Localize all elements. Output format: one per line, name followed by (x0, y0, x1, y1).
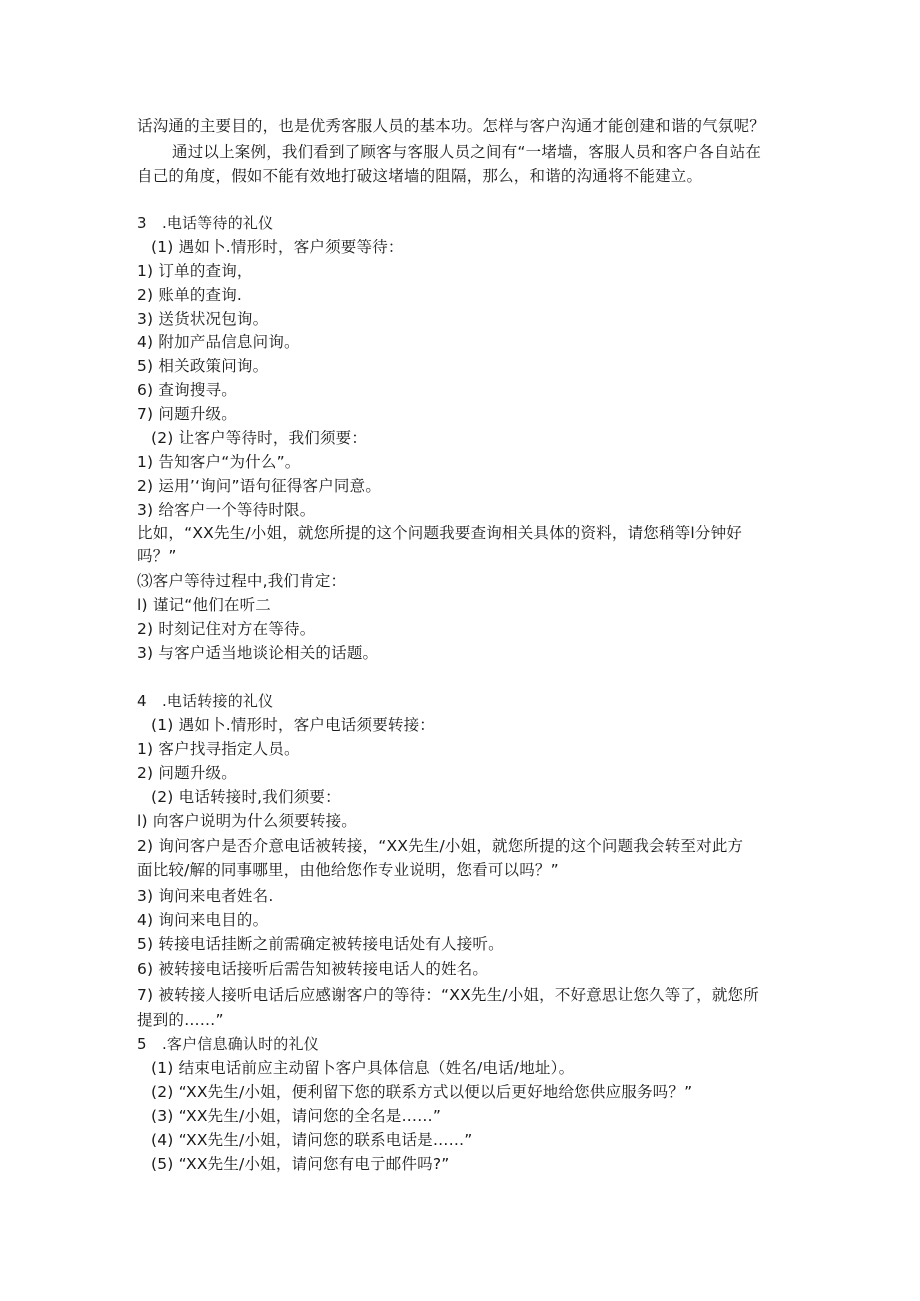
intro-line-2: 通过以上案例，我们看到了顾客与客服人员之间有“一堵墙，客服人员和客户各自站在 (172, 143, 762, 161)
section-3-sub-3: ⑶客户等待过程中,我们肯定： (137, 572, 347, 590)
list-item: 1) 订单的查询， (137, 262, 253, 280)
list-item: l) 谨记“他们在听二 (137, 596, 272, 614)
example-line-1: 比如，“XX先生/小姐，就您所提的这个问题我要查询相关具体的资料，请您稍等l分钟好 (137, 524, 742, 542)
list-item: 1) 告知客户“为什么”。 (137, 453, 301, 471)
section-5-heading: 5 .客户信息确认时的礼仪 (137, 1035, 319, 1053)
list-item: (3) “XX先生/小姐，请问您的全名是……” (151, 1107, 442, 1125)
section-3-heading: 3 .电话等待的礼仪 (137, 214, 274, 232)
list-item: (1) 结束电话前应主动留卜客户具体信息（姓名/电话/地址）。 (151, 1059, 575, 1077)
list-item: 5) 相关政策问询。 (137, 357, 269, 375)
list-item: 2) 运用’‘询问”语句征得客户同意。 (137, 477, 382, 495)
list-item: 7) 被转接人接听电话后应感谢客户的等待：“XX先生/小姐，不好意思让您久等了，就您所 (137, 986, 759, 1004)
list-item: 6) 被转接电话接听后需告知被转接电话人的姓名。 (137, 960, 489, 978)
list-item: 7) 问题升级。 (137, 405, 237, 423)
list-item: 3) 询问来电者姓名. (137, 887, 274, 905)
intro-line-3: 自己的角度，假如不能有效地打破这堵墙的阻隔，那么，和谐的沟通将不能建立。 (137, 167, 703, 185)
list-item: (4) “XX先生/小姐，请问您的联系电话是……” (151, 1131, 473, 1149)
list-item: 4) 附加产品信息问询。 (137, 333, 300, 351)
section-3-sub-1: (1) 遇如卜.情形时，客户须要等待： (151, 238, 404, 256)
list-item: 3) 给客户一个等待时限。 (137, 501, 316, 519)
list-item: 5) 转接电话挂断之前需确定被转接电话处有人接听。 (137, 935, 504, 953)
list-item: 2) 时刻记住对方在等待。 (137, 620, 316, 638)
section-3-sub-2: (2) 让客户等待时，我们须要： (151, 429, 368, 447)
list-item-continuation: 提到的……” (137, 1011, 224, 1029)
list-item: 2) 账单的查询. (137, 286, 243, 304)
example-line-2: 吗？” (137, 547, 177, 565)
list-item: 2) 询问客户是否介意电话被转接，“XX先生/小姐，就您所提的这个问题我会转至对此方 (137, 837, 744, 855)
intro-line-1: 话沟通的主要目的，也是优秀客服人员的基本功。怎样与客户沟通才能创建和谐的气氛呢？ (137, 117, 766, 135)
list-item: 6) 查询搜寻。 (137, 381, 237, 399)
list-item: l) 向客户说明为什么须要转接。 (137, 812, 357, 830)
list-item-continuation: 面比较/解的同事哪里，由他给您作专业说明，您看可以吗？” (137, 861, 559, 879)
list-item: 2) 问题升级。 (137, 764, 237, 782)
section-4-heading: 4 .电话转接的礼仪 (137, 692, 274, 710)
list-item: 3) 与客户适当地谈论相关的话题。 (137, 644, 379, 662)
list-item: 1) 客户找寻指定人员。 (137, 740, 300, 758)
list-item: 3) 送货状况包询。 (137, 310, 269, 328)
list-item: (2) “XX先生/小姐，便利留下您的联系方式以便以后更好地给您供应服务吗？” (151, 1083, 693, 1101)
list-item: 4) 询问来电目的。 (137, 911, 269, 929)
list-item: (5) “XX先生/小姐，请问您有电亍邮件吗?” (151, 1155, 450, 1173)
section-4-sub-2: (2) 电话转接时,我们须要： (151, 788, 341, 806)
section-4-sub-1: (1) 遇如卜.情形时，客户电话须要转接： (151, 716, 436, 734)
